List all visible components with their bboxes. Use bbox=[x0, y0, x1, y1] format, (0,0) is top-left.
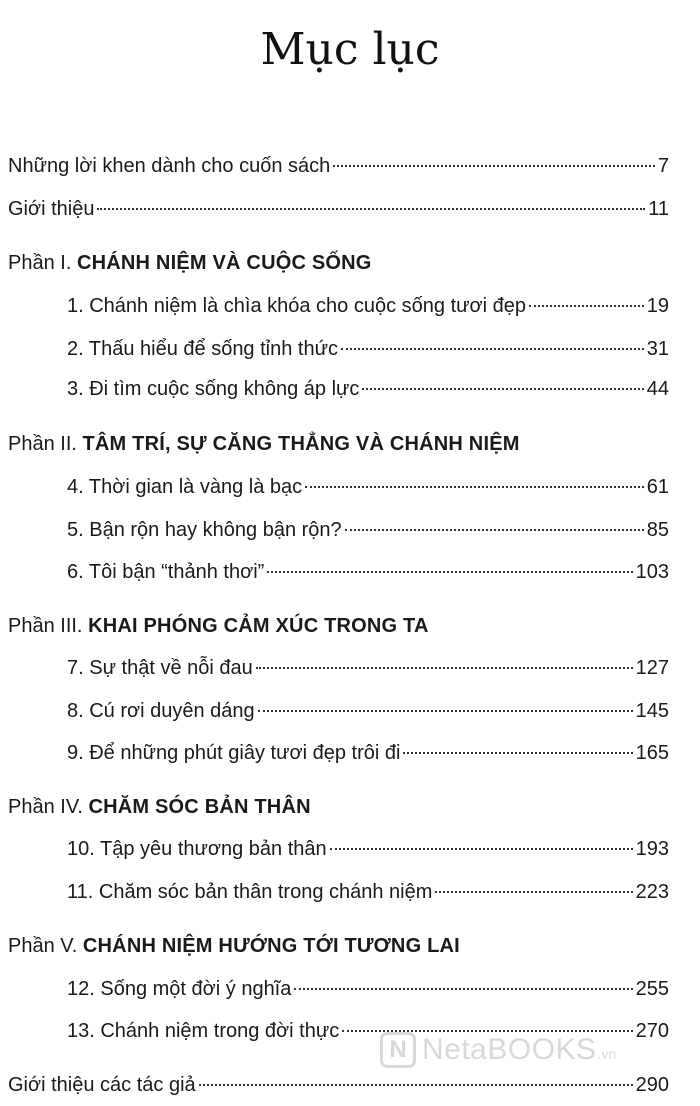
part-prefix: Phần II. bbox=[8, 433, 77, 455]
toc-entry-label: 2. Thấu hiểu để sống tỉnh thức bbox=[67, 338, 338, 360]
toc-chapter-entry[interactable] bbox=[0, 829, 700, 869]
toc-part-heading[interactable] bbox=[0, 424, 700, 464]
part-name: CHÁNH NIỆM HƯỚNG TỚI TƯƠNG LAI bbox=[82, 935, 460, 957]
dot-leader bbox=[305, 486, 644, 488]
toc-page-number: 61 bbox=[646, 476, 669, 498]
dot-leader bbox=[403, 752, 632, 754]
toc-entry-label: 13. Chánh niệm trong đời thực bbox=[67, 1020, 340, 1042]
dot-leader bbox=[341, 348, 644, 350]
part-name: KHAI PHÓNG CẢM XÚC TRONG TA bbox=[88, 615, 429, 637]
watermark-suffix: .vn bbox=[597, 1046, 617, 1062]
dot-leader bbox=[435, 891, 632, 893]
watermark-text: NetaBOOKS bbox=[422, 1033, 597, 1066]
toc-chapter-entry[interactable] bbox=[0, 969, 700, 1009]
toc-page-number: 11 bbox=[648, 198, 669, 220]
toc-page-number: 7 bbox=[657, 155, 669, 177]
toc-entry-label: 9. Để những phút giây tươi đẹp trôi đi bbox=[67, 742, 401, 764]
watermark bbox=[380, 1032, 616, 1068]
toc-entry-label: 6. Tôi bận “thảnh thơi” bbox=[67, 561, 265, 583]
toc-chapter-entry[interactable] bbox=[0, 329, 700, 369]
part-name: TÂM TRÍ, SỰ CĂNG THẲNG VÀ CHÁNH NIỆM bbox=[82, 433, 520, 455]
toc-chapter-entry[interactable] bbox=[0, 369, 700, 409]
toc-chapter-entry[interactable] bbox=[0, 872, 700, 912]
toc-chapter-entry[interactable] bbox=[0, 552, 700, 592]
part-prefix: Phần I. bbox=[8, 252, 72, 274]
dot-leader bbox=[258, 710, 633, 712]
netabooks-logo-icon: N bbox=[380, 1032, 416, 1068]
toc-page-number: 165 bbox=[635, 742, 669, 764]
toc-chapter-entry[interactable] bbox=[0, 510, 700, 550]
toc-chapter-entry[interactable] bbox=[0, 648, 700, 688]
toc-entry-label: 5. Bận rộn hay không bận rộn? bbox=[67, 519, 342, 541]
part-name: CHÁNH NIỆM VÀ CUỘC SỐNG bbox=[76, 252, 372, 274]
toc-entry-authors[interactable] bbox=[0, 1065, 700, 1105]
dot-leader bbox=[362, 388, 643, 390]
toc-page-number: 223 bbox=[635, 881, 669, 903]
toc-entry-label: Giới thiệu bbox=[8, 198, 95, 220]
dot-leader bbox=[333, 165, 655, 167]
toc-entry-label: 10. Tập yêu thương bản thân bbox=[67, 838, 327, 860]
toc-page-number: 145 bbox=[635, 700, 669, 722]
toc-part-heading[interactable] bbox=[0, 926, 700, 966]
toc-chapter-entry[interactable] bbox=[0, 286, 700, 326]
toc-page-number: 85 bbox=[646, 519, 669, 541]
toc-entry-label: Những lời khen dành cho cuốn sách bbox=[8, 155, 331, 177]
toc-entry-label: 7. Sự thật về nỗi đau bbox=[67, 657, 253, 679]
page-title: Mục lục bbox=[260, 24, 440, 75]
toc-page-number: 44 bbox=[646, 378, 669, 400]
dot-leader bbox=[330, 848, 633, 850]
toc-entry-label: Giới thiệu các tác giả bbox=[8, 1074, 196, 1096]
toc-entry-praise[interactable] bbox=[0, 146, 700, 186]
toc-entry-intro[interactable] bbox=[0, 189, 700, 229]
toc-entry-label: 4. Thời gian là vàng là bạc bbox=[67, 476, 303, 498]
toc-part-heading[interactable] bbox=[0, 243, 700, 283]
part-prefix: Phần III. bbox=[8, 615, 83, 637]
toc-page-number: 103 bbox=[635, 561, 669, 583]
toc-chapter-entry[interactable] bbox=[0, 733, 700, 773]
toc-entry-label: 8. Cú rơi duyên dáng bbox=[67, 700, 255, 722]
part-prefix: Phần IV. bbox=[8, 796, 83, 818]
toc-page-number: 255 bbox=[635, 978, 669, 1000]
toc-entry-label: 11. Chăm sóc bản thân trong chánh niệm bbox=[67, 881, 433, 903]
part-prefix: Phần V. bbox=[8, 935, 78, 957]
dot-leader bbox=[97, 208, 645, 210]
dot-leader bbox=[199, 1084, 633, 1086]
toc-page-number: 127 bbox=[635, 657, 669, 679]
toc-entry-label: 1. Chánh niệm là chìa khóa cho cuộc sống tươi đẹp bbox=[67, 295, 527, 317]
toc-part-heading[interactable] bbox=[0, 606, 700, 646]
toc-entry-label: 12. Sống một đời ý nghĩa bbox=[67, 978, 292, 1000]
toc-page-number: 193 bbox=[635, 838, 669, 860]
dot-leader bbox=[267, 571, 632, 573]
toc-page-number: 19 bbox=[646, 295, 669, 317]
toc-page-number: 31 bbox=[646, 338, 669, 360]
toc-chapter-entry[interactable] bbox=[0, 467, 700, 507]
toc-page-number: 290 bbox=[635, 1074, 669, 1096]
dot-leader bbox=[294, 988, 632, 990]
dot-leader bbox=[256, 667, 633, 669]
toc-part-heading[interactable] bbox=[0, 787, 700, 827]
dot-leader bbox=[529, 305, 644, 307]
toc-entry-label: 3. Đi tìm cuộc sống không áp lực bbox=[67, 378, 360, 400]
toc-chapter-entry[interactable] bbox=[0, 691, 700, 731]
dot-leader bbox=[345, 529, 644, 531]
part-name: CHĂM SÓC BẢN THÂN bbox=[88, 796, 311, 818]
toc-page-number: 270 bbox=[635, 1020, 669, 1042]
